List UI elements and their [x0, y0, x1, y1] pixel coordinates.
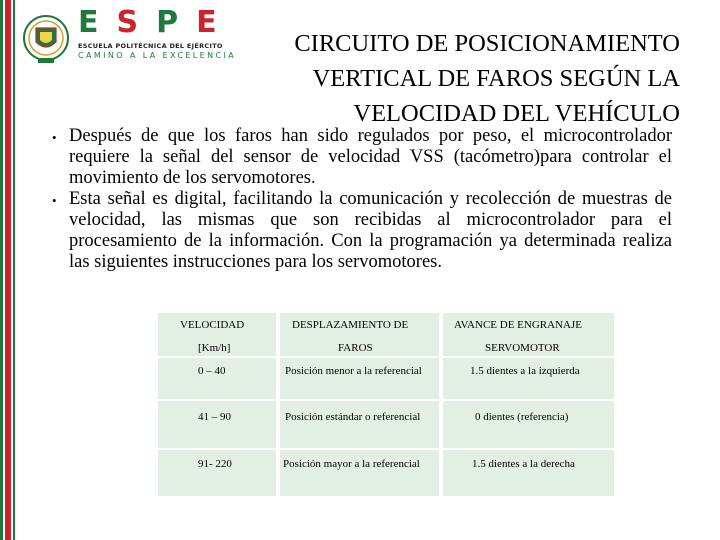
bullet-text: Esta señal es digital, facilitando la comunicación y recolección de muestras de velocidad, las mismas que son recibidas al microcontrolador para el procesamiento de la información. Con la programación ya determinada realiza las siguientes instrucciones para los servomotores. [69, 189, 672, 272]
header-velocidad-line2: [Km/h] [198, 342, 231, 354]
table-cell: 1.5 dientes a la izquierda [470, 365, 580, 377]
header-desplazamiento-line1: DESPLAZAMIENTO DE [292, 319, 409, 331]
table-cell: 91- 220 [198, 458, 232, 470]
table-cell: 1.5 dientes a la derecha [472, 458, 575, 470]
bullet-dot-icon: • [52, 130, 57, 145]
bullet-item [52, 126, 672, 189]
title-line-2: VERTICAL DE FAROS SEGÚN LA [312, 65, 680, 92]
slide-title [180, 26, 680, 131]
table-row-divider [154, 448, 614, 450]
title-line-1: CIRCUITO DE POSICIONAMIENTO [294, 30, 680, 57]
table-cell: Posición mayor a la referencial [283, 458, 420, 470]
bullet-dot-icon: • [52, 193, 57, 208]
title-line-3: VELOCIDAD DEL VEHÍCULO [353, 100, 680, 127]
espe-subtitle: ESCUELA POLITÉCNICA DEL EJÉRCITO [78, 42, 223, 50]
left-stripe-green-2 [13, 0, 15, 540]
bullet-text: Después de que los faros han sido regulados por peso, el microcontrolador requiere la señal del sensor de velocidad VSS (tacómetro)para controlar el movimiento de los servomotores. [69, 126, 672, 188]
espe-seal-icon [22, 12, 70, 66]
table-cell: Posición estándar o referencial [285, 411, 421, 423]
espe-motto: CAMINO A LA EXCELENCIA [78, 51, 237, 60]
header-avance-line2: SERVOMOTOR [485, 342, 560, 354]
table-left-edge [154, 313, 158, 496]
espe-wordmark: ESPE [78, 5, 235, 40]
table-column-divider [276, 313, 280, 496]
table-cell: 41 – 90 [198, 411, 231, 423]
bullet-list [52, 126, 672, 273]
header-avance-line1: AVANCE DE ENGRANAJE [454, 319, 582, 331]
table-row-divider [154, 399, 614, 401]
bullet-item [52, 189, 672, 273]
table-cell: Posición menor a la referencial [285, 365, 422, 377]
table-cell: 0 dientes (referencia) [475, 411, 569, 423]
table-cell: 0 – 40 [198, 365, 226, 377]
header-velocidad-line1: VELOCIDAD [180, 319, 245, 331]
header-desplazamiento-line2: FAROS [338, 342, 373, 354]
table-row-divider [154, 356, 614, 358]
table-column-divider [439, 313, 443, 496]
speed-table [154, 313, 614, 496]
